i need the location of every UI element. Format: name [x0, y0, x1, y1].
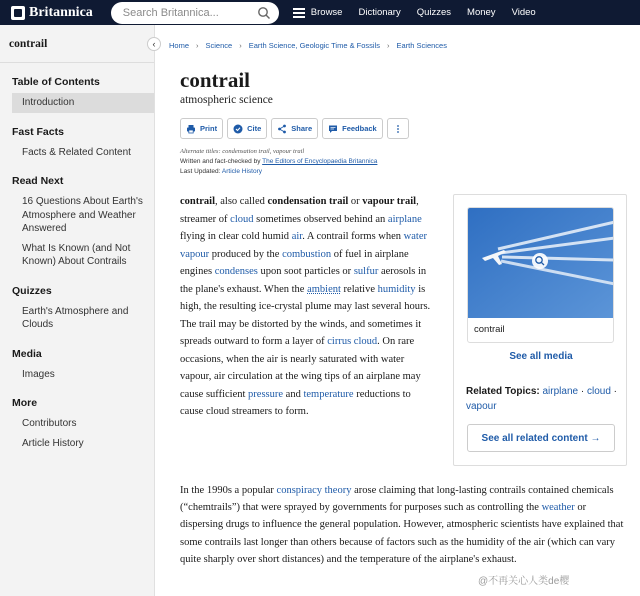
nav-money[interactable]: Money: [467, 7, 496, 18]
link-airplane[interactable]: airplane: [387, 213, 422, 225]
alternate-titles: Alternate titles: condensation trail, vapour trail: [180, 148, 305, 155]
sidebar-heading: Read Next: [12, 175, 64, 187]
sidebar-title: contrail: [9, 37, 48, 50]
sidebar-heading: More: [12, 397, 38, 409]
sidebar-section-quizzes: [0, 285, 154, 335]
breadcrumb-earth-science[interactable]: Earth Science, Geologic Time & Fossils: [248, 41, 381, 50]
link-water-vapour[interactable]: water vapour: [180, 231, 427, 260]
related-topic-cloud[interactable]: cloud: [586, 386, 611, 397]
sidebar-heading: Table of Contents: [12, 76, 100, 88]
sidebar-title-row: [0, 25, 154, 63]
more-options-button[interactable]: [387, 118, 409, 139]
media-card: [453, 194, 627, 466]
last-updated-prefix: Last Updated:: [180, 168, 222, 175]
sidebar-item-contributors[interactable]: Contributors: [22, 418, 77, 429]
media-caption: contrail: [474, 324, 505, 335]
article-paragraph-1: contrail, also called condensation trail or vapour trail, streamer of cloud sometimes observed behind an airplane flying in clear cold humid air. A contrail forms when water vapour produced by the combustion of fuel in airplane engines condenses upon soot particles or sulfur aerosols in the plane's exhaust. When the ambient relative humidity is high, the resulting ice-crystal plume may last several hours. The trail may be distorted by the winds, and sometimes it spreads outward to form a layer of cirrus cloud. On rare occasions, when the air is nearly saturated with water vapour, air circulation at the wing tips of an airplane may cause sufficient pressure and temperature reductions to cause cloud streamers to form.: [180, 196, 431, 417]
link-air[interactable]: air: [291, 231, 303, 242]
link-weather[interactable]: weather: [541, 502, 575, 514]
cite-button[interactable]: [227, 118, 267, 139]
sidebar-item-images[interactable]: Images: [22, 368, 55, 380]
article-meta: [180, 147, 377, 177]
print-button[interactable]: [180, 118, 223, 139]
written-by-prefix: Written and fact-checked by: [180, 158, 263, 165]
sidebar-section-media: [0, 348, 154, 385]
main-nav: [293, 7, 552, 18]
sidebar-item-introduction[interactable]: Introduction: [12, 93, 154, 113]
page-subtitle: atmospheric science: [180, 94, 273, 106]
sidebar-heading: Quizzes: [12, 284, 52, 297]
contrail-photo[interactable]: [468, 208, 614, 318]
sidebar-item-article-history[interactable]: Article History: [22, 437, 84, 449]
nav-dictionary[interactable]: Dictionary: [358, 7, 401, 18]
page-title: contrail: [180, 68, 250, 92]
sidebar-section-fast-facts: [0, 126, 154, 163]
related-topics: Related Topics: airplane · cloud · vapour: [466, 386, 617, 412]
verified-check-icon: [233, 124, 243, 134]
written-by: [180, 157, 377, 167]
feedback-button[interactable]: [322, 118, 383, 139]
editors-link[interactable]: The Editors of Encyclopaedia Britannica: [262, 158, 378, 165]
watermark-text: @不再关心人类de樱: [478, 576, 570, 587]
nav-video[interactable]: Video: [511, 7, 536, 18]
media-thumbnail[interactable]: [467, 207, 614, 343]
feedback-icon: [328, 124, 338, 134]
main-content: [152, 25, 640, 596]
logo-text: Britannica: [29, 4, 93, 20]
nav-quizzes[interactable]: Quizzes: [416, 7, 452, 18]
breadcrumb-separator-icon: ›: [387, 41, 390, 50]
see-all-related-content-button[interactable]: See all related content →: [467, 424, 615, 452]
feedback-label: Feedback: [342, 124, 377, 133]
related-topic-vapour[interactable]: vapour: [466, 401, 497, 412]
share-icon: [277, 124, 287, 134]
see-all-media-link[interactable]: See all media: [509, 351, 573, 362]
link-pressure[interactable]: pressure: [248, 388, 284, 400]
last-updated: [180, 167, 377, 177]
breadcrumb-separator-icon: ›: [239, 41, 242, 50]
printer-icon: [186, 124, 196, 134]
link-ambient[interactable]: ambient: [307, 283, 341, 295]
link-temperature[interactable]: temperature: [303, 388, 354, 400]
britannica-logo[interactable]: [11, 5, 93, 21]
related-topic-airplane[interactable]: airplane: [542, 386, 579, 397]
sidebar-item-quiz-atmosphere[interactable]: Earth's Atmosphere and Clouds: [22, 305, 129, 330]
link-condenses[interactable]: condenses: [214, 266, 258, 277]
britannica-logo-icon: [11, 6, 25, 20]
link-cirrus-cloud[interactable]: cirrus cloud: [327, 336, 378, 347]
chevron-left-icon: ‹: [152, 39, 156, 49]
nav-browse[interactable]: Browse: [310, 7, 343, 18]
search-input[interactable]: [123, 7, 257, 19]
link-humidity[interactable]: humidity: [377, 283, 416, 295]
article-actions: [180, 118, 413, 139]
sidebar-item-16-questions[interactable]: 16 Questions About Earth's Atmosphere and Weather Answered: [22, 196, 143, 234]
breadcrumb: [169, 41, 447, 50]
article-paragraph-2: In the 1990s a popular conspiracy theory arose claiming that long-lasting contrails contained chemicals (“chemtrails”) that were sprayed by governments for purposes such as controlling the weather or dispersing drugs to influence the general population. However, atmospheric scientists have explained that some contrails last longer than others because of factors such as the humidity of the air (which can vary quite sharply over short distances) and the temperature of the airplane's exhaust.: [180, 485, 624, 565]
share-label: Share: [291, 124, 313, 133]
search-icon[interactable]: [257, 6, 271, 20]
share-button[interactable]: [271, 118, 318, 139]
sidebar: [0, 25, 155, 596]
related-topics-label: Related Topics:: [466, 386, 540, 397]
sidebar-item-facts[interactable]: Facts & Related Content: [22, 146, 131, 158]
top-bar: [0, 0, 640, 25]
sidebar-section-more: [0, 397, 154, 453]
link-sulfur[interactable]: sulfur: [353, 266, 379, 277]
link-cloud[interactable]: cloud: [230, 213, 254, 225]
breadcrumb-separator-icon: ›: [196, 41, 199, 50]
print-label: Print: [200, 124, 218, 133]
breadcrumb-science[interactable]: Science: [205, 41, 233, 50]
hamburger-menu-icon[interactable]: [293, 8, 305, 18]
article-history-link[interactable]: Article History: [221, 168, 263, 175]
cite-label: Cite: [247, 124, 262, 133]
sidebar-section-read-next: [0, 175, 154, 272]
sidebar-heading: Fast Facts: [12, 125, 64, 138]
more-vertical-icon: [393, 124, 403, 134]
sidebar-heading: Media: [12, 347, 42, 360]
breadcrumb-earth-sciences[interactable]: Earth Sciences: [396, 41, 447, 50]
sidebar-section-toc: [0, 76, 154, 113]
sidebar-item-contrails-known[interactable]: What Is Known (and Not Known) About Contrails: [22, 242, 131, 267]
link-combustion[interactable]: combustion: [282, 248, 332, 260]
link-conspiracy-theory[interactable]: conspiracy theory: [276, 485, 352, 496]
breadcrumb-home[interactable]: Home: [169, 41, 190, 50]
search-box[interactable]: [111, 2, 279, 24]
